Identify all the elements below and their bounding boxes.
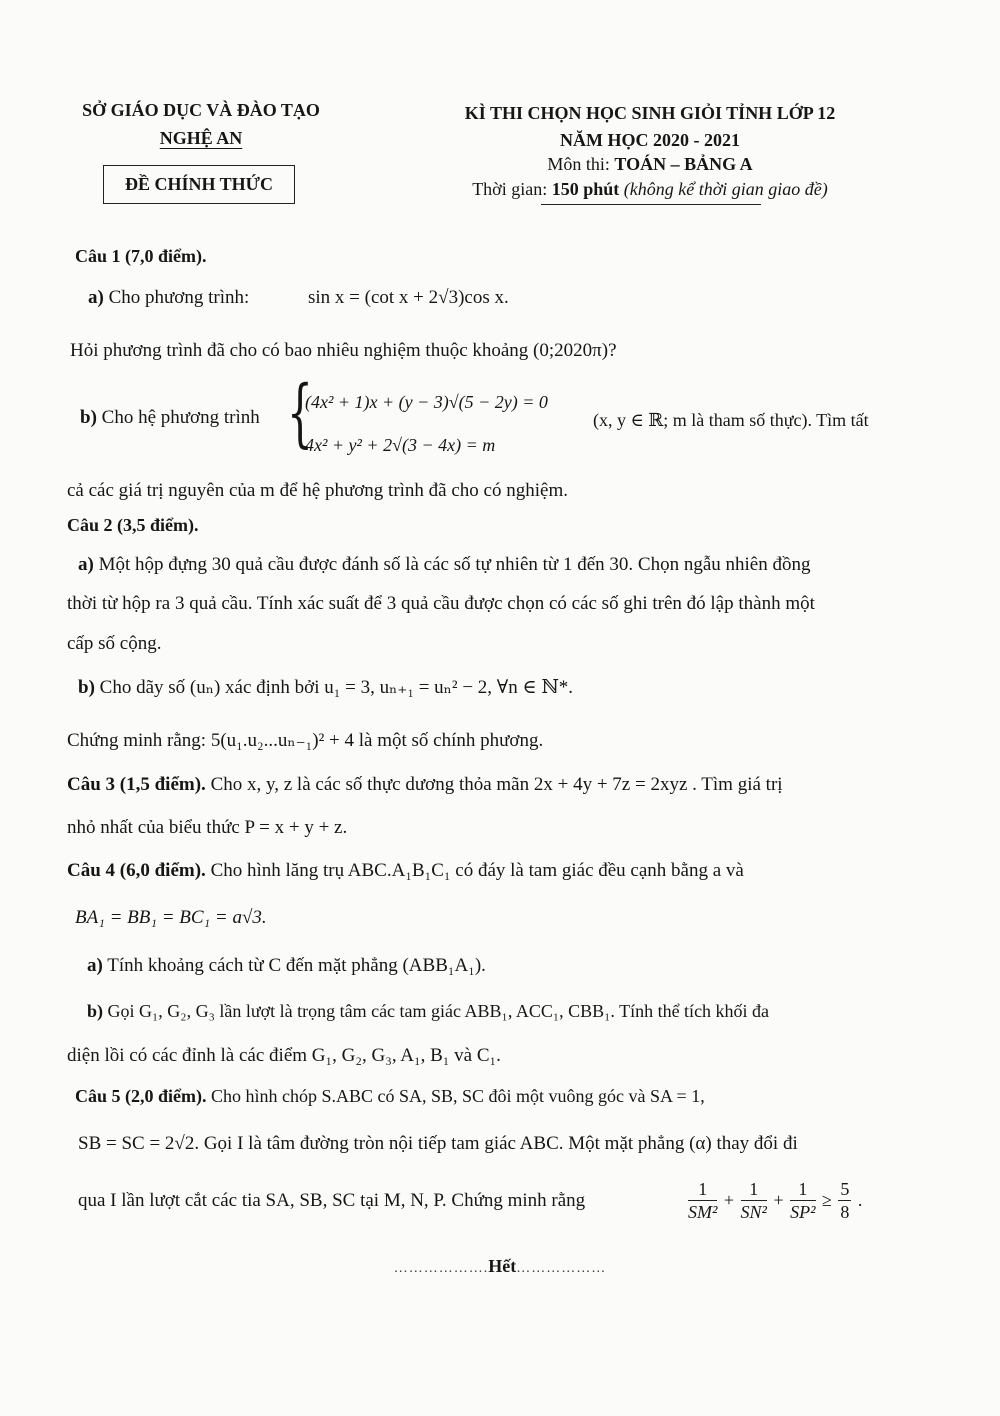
q2-title: Câu 2 (3,5 điểm). — [67, 515, 199, 535]
subject-label: Môn thi: — [547, 154, 610, 174]
q2b-prove: Chứng minh rằng: 5(u₁.u₂...uₙ₋₁)² + 4 là một số chính phương. — [67, 730, 544, 751]
q1a-question: Hỏi phương trình đã cho có bao nhiêu nghiệm thuộc khoảng (0;2020π)? — [70, 340, 617, 361]
q4b-label: b) — [87, 1001, 104, 1021]
fraction-sp — [790, 1178, 815, 1223]
q1a-equation: sin x = (cot x + 2√3)cos x. — [308, 287, 509, 308]
fraction-sm — [688, 1178, 717, 1223]
fraction-sp-den: SP² — [790, 1202, 816, 1222]
subject-line — [430, 154, 870, 175]
official-badge: ĐỀ CHÍNH THỨC — [103, 165, 295, 204]
q2b-label: b) — [78, 677, 95, 698]
q4-text-1: Cho hình lăng trụ ABC.A₁B₁C₁ có đáy là tam giác đều cạnh bằng a và — [210, 860, 744, 881]
q2a-text-1: Một hộp đựng 30 quả cầu được đánh số là các số tự nhiên từ 1 đến 30. Chọn ngẫu nhiên đồng — [98, 554, 811, 575]
q2b-text: Cho dãy số (uₙ) xác định bởi u₁ = 3, uₙ₊₁ = uₙ² − 2, ∀n ∈ ℕ*. — [99, 677, 573, 698]
exam-title: KÌ THI CHỌN HỌC SINH GIỎI TỈNH LỚP 12 — [464, 103, 836, 123]
fraction-rhs — [838, 1178, 851, 1223]
q4a-line — [87, 955, 486, 977]
q1a-line — [88, 287, 249, 309]
q1a-text: Cho phương trình: — [108, 287, 250, 308]
q2a-line-3: cấp số cộng. — [67, 633, 162, 654]
fraction-sm-num: 1 — [688, 1178, 717, 1201]
dots-left: ………………. — [393, 1261, 489, 1276]
q5-text-1: Cho hình chóp S.ABC có SA, SB, SC đôi một vuông góc và SA = 1, — [211, 1086, 705, 1106]
q1b-label: b) — [80, 407, 97, 428]
geq-sign: ≥ — [822, 1190, 832, 1210]
q3-line-2: nhỏ nhất của biểu thức P = x + y + z. — [67, 817, 348, 838]
fraction-sn-num: 1 — [741, 1178, 767, 1201]
q4b-text-1: Gọi G₁, G₂, G₃ lần lượt là trọng tâm các tam giác ABB₁, ACC₁, CBB₁. Tính thể tích khối đa — [107, 1001, 770, 1021]
plus-sign: + — [723, 1190, 735, 1210]
q4-title: Câu 4 (6,0 điểm). — [67, 860, 206, 881]
q5-line-2: SB = SC = 2√2. Gọi I là tâm đường tròn nội tiếp tam giác ABC. Một mặt phẳng (α) thay đổi đi — [78, 1133, 798, 1154]
fraction-sn — [741, 1178, 767, 1223]
q1b-equation-1: (4x² + 1)x + (y − 3)√(5 − 2y) = 0 — [305, 392, 548, 412]
q4-line-2: BA₁ = BB₁ = BC₁ = a√3. — [75, 907, 267, 928]
time-value: 150 phút — [551, 179, 620, 199]
province-name-text: NGHỆ AN — [159, 128, 243, 148]
q3-text-1: Cho x, y, z là các số thực dương thỏa mãn 2x + 4y + 7z = 2xyz . Tìm giá trị — [210, 774, 783, 795]
province-name — [60, 128, 342, 149]
q2b-line — [78, 676, 573, 699]
q5-line-1 — [75, 1086, 705, 1107]
end-marker — [0, 1256, 1000, 1277]
q2a-label: a) — [78, 554, 94, 575]
header-underline — [541, 204, 761, 205]
q1b-continuation: cả các giá trị nguyên của m để hệ phương trình đã cho có nghiệm. — [67, 480, 568, 501]
q4a-label: a) — [87, 955, 103, 976]
q2a-line-1 — [78, 554, 810, 576]
q2a-line-2: thời từ hộp ra 3 quả cầu. Tính xác suất để 3 quả cầu được chọn có các số ghi trên đó lập thành một — [67, 593, 815, 614]
fraction-sn-den: SN² — [740, 1202, 767, 1222]
fraction-rhs-den: 8 — [840, 1202, 850, 1222]
school-year: NĂM HỌC 2020 - 2021 — [560, 130, 740, 150]
system-brace: { — [287, 370, 313, 456]
department-name: SỞ GIÁO DỤC VÀ ĐÀO TẠO — [82, 100, 320, 120]
q3-title: Câu 3 (1,5 điểm). — [67, 774, 206, 795]
q1b-condition: (x, y ∈ ℝ; m là tham số thực). Tìm tất — [593, 410, 869, 430]
q4b-line-1 — [87, 1001, 769, 1022]
dots-right: ……………… — [516, 1261, 607, 1276]
q1b-line — [80, 407, 260, 429]
q1b-text: Cho hệ phương trình — [101, 407, 260, 428]
time-label: Thời gian: — [472, 179, 548, 199]
q5-title: Câu 5 (2,0 điểm). — [75, 1086, 207, 1106]
period: . — [857, 1190, 863, 1210]
q5-inequality — [686, 1178, 862, 1223]
time-note: (không kể thời gian giao đề) — [623, 179, 828, 199]
q1a-label: a) — [88, 287, 104, 308]
time-line — [430, 179, 870, 200]
fraction-sp-num: 1 — [790, 1178, 815, 1201]
fraction-rhs-num: 5 — [840, 1179, 850, 1199]
q4b-line-2: diện lồi có các đỉnh là các điểm G₁, G₂, G₃, A₁, B₁ và C₁. — [67, 1045, 501, 1066]
end-text: Hết — [488, 1256, 517, 1276]
q5-line-3: qua I lần lượt cắt các tia SA, SB, SC tại M, N, P. Chứng minh rằng — [78, 1190, 586, 1211]
q3-line-1 — [67, 774, 783, 796]
q1-title: Câu 1 (7,0 điểm). — [75, 246, 207, 266]
fraction-sm-den: SM² — [688, 1202, 718, 1222]
q4-line-1 — [67, 860, 744, 882]
subject-value: TOÁN – BẢNG A — [614, 154, 753, 174]
plus-sign: + — [773, 1190, 784, 1210]
q4a-text: Tính khoảng cách từ C đến mặt phẳng (ABB₁A₁). — [107, 955, 486, 976]
q1b-equation-2: 4x² + y² + 2√(3 − 4x) = m — [305, 435, 496, 455]
